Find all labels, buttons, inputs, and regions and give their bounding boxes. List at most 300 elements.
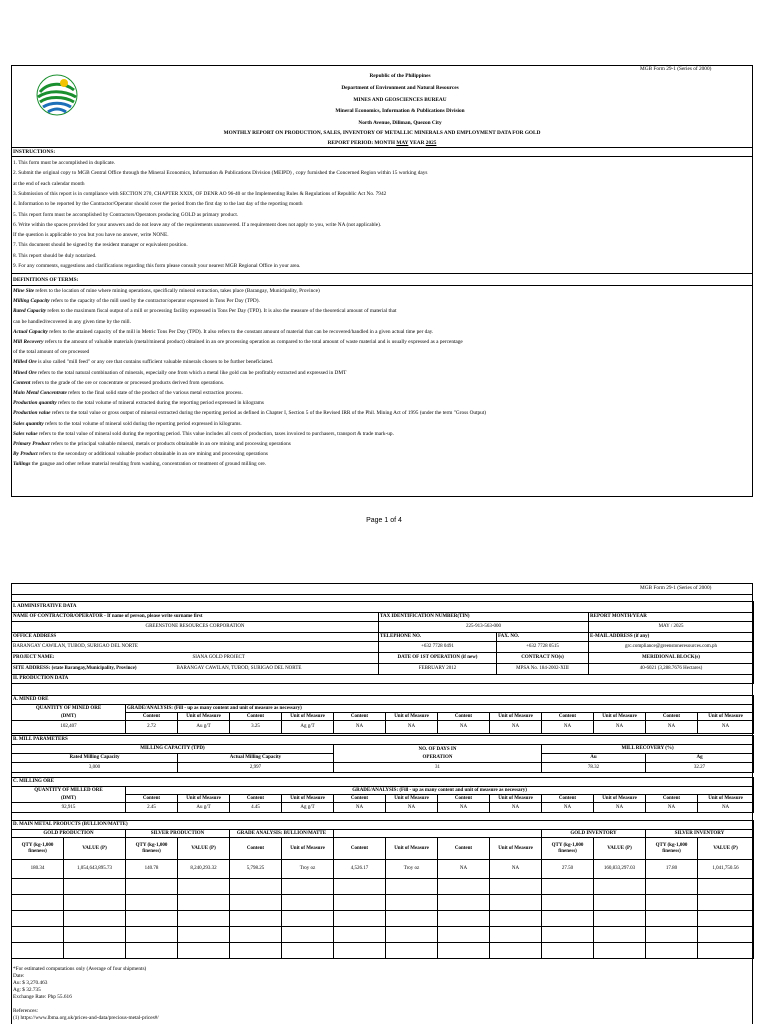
definition-term: Main Metal Concentrate [13, 390, 67, 396]
unit-of-measure-header: Unit of Measure [490, 838, 542, 860]
definition-term: Milling Capacity [13, 298, 50, 305]
blank-cell [490, 943, 542, 959]
site-value: BARANGAY CAWILAN, TUBOD, SURIGAO DEL NORTE [176, 666, 302, 672]
milled-ore-cell: NA [490, 803, 542, 813]
definition-text: refers to the total volume of mineral sold during the reporting period expressed in kilograms. [43, 420, 242, 427]
blank-cell [542, 879, 594, 895]
blank-cell [12, 879, 64, 895]
fax-label: FAX. NO. [497, 633, 589, 642]
content-header: Content [438, 838, 490, 860]
definition-line [13, 340, 463, 345]
definition-term: Sales value [13, 430, 38, 437]
main-metal-products-table [11, 820, 754, 959]
definition-term: Rated Capacity [13, 308, 47, 315]
definition-term: Production quantity [13, 400, 57, 407]
unit-of-measure-header: Unit of Measure [386, 713, 438, 721]
blank-cell [230, 911, 282, 927]
milled-ore-cell: 92,915 [12, 803, 126, 813]
division-heading: Mineral Economics, Information & Publications Division [335, 108, 465, 114]
blank-cell [178, 879, 230, 895]
site-row [12, 664, 379, 675]
definition-term: Content [13, 379, 31, 386]
blank-cell [594, 879, 646, 895]
mill-recovery-label: MILL RECOVERY (%) [542, 745, 754, 754]
mined-ore-cell: NA [542, 721, 594, 734]
blank-cell [490, 911, 542, 927]
silver-qty-header: QTY (kg-1,000 fineness) [126, 838, 178, 860]
content-header: Content [334, 795, 386, 803]
mined-ore-cell: 3.25 [230, 721, 282, 734]
office-address-label: OFFICE ADDRESS [12, 633, 379, 642]
meridional-value: 40-6021 (3,288.7676 Hectares) [589, 664, 754, 675]
unit-of-measure-header: Unit of Measure [282, 795, 334, 803]
definition-term: Actual Capacity [13, 328, 48, 335]
definition-text: refers to the final solid state of the product of the various metal extraction process. [66, 390, 243, 396]
product-cell: 180.34 [12, 860, 64, 879]
mined-ore-cell: NA [698, 721, 754, 734]
milled-ore-cell: NA [438, 803, 490, 813]
office-address-value: BARANGAY CAWILAN, TUBOD, SURIGAO DEL NORTE [12, 642, 379, 653]
blank-cell [542, 943, 594, 959]
blank-cell [698, 879, 754, 895]
content-header: Content [334, 713, 386, 721]
product-cell: NA [438, 860, 490, 879]
definition-text: refers to the maximum fiscal output of a mill or processing facility expressed in Tons Per Day (TPD). It is also the measure of the theoretical amount of material that [46, 308, 397, 315]
instruction-line: 2. Submit the original copy to MGB Central Office through the Mineral Economics, Information & Publications Division (MEIPD) , copy furnished the Concerned Region within 15 working days [13, 170, 428, 177]
mined-ore-cell: NA [386, 721, 438, 734]
blank-cell [490, 879, 542, 895]
unit-of-measure-header: Unit of Measure [490, 713, 542, 721]
production-section-title: II. PRODUCTION DATA [12, 675, 754, 684]
republic-heading: Republic of the Philippines [369, 73, 431, 79]
milling-capacity-label: MILLING CAPACITY (TPD) [12, 745, 334, 754]
definition-line [13, 350, 89, 355]
telephone-value: +632 7728 0491 [379, 642, 497, 653]
period-year-label: YEAR [409, 140, 425, 146]
project-label: PROJECT NAME: [13, 655, 55, 661]
mined-ore-title: A. MINED ORE [12, 696, 754, 705]
administrative-data-table [11, 601, 754, 684]
silver-inventory-qty-header: QTY (kg-1,000 fineness) [646, 838, 698, 860]
blank-cell [64, 943, 126, 959]
product-cell: 1,054,643,895.73 [64, 860, 126, 879]
blank-cell [230, 927, 282, 943]
definition-term: Tailings [13, 461, 31, 468]
definition-line [13, 309, 396, 314]
product-cell: 27.50 [542, 860, 594, 879]
rated-capacity-label: Rated Milling Capacity [12, 754, 178, 763]
report-title: MONTHLY REPORT ON PRODUCTION, SALES, INVENTORY OF METALLIC MINERALS AND EMPLOYMENT DATA FOR GOLD [223, 130, 541, 136]
definition-line [13, 371, 346, 376]
definition-text: is also called "mill feed" or any ore that contains sufficient valuable minerals chosen to be further beneficiated. [36, 359, 274, 366]
blank-cell [490, 927, 542, 943]
blank-cell [282, 911, 334, 927]
blank-cell [594, 911, 646, 927]
content-header: Content [126, 713, 178, 721]
mined-ore-cell: NA [334, 721, 386, 734]
blank-cell [438, 943, 490, 959]
period-month: MAY [396, 140, 409, 146]
instructions-divider [11, 156, 753, 157]
recovery-au-label: Au [542, 754, 646, 763]
page1-form-code: MGB Form 29-1 (Series of 2000) [640, 66, 712, 72]
blank-cell [386, 943, 438, 959]
footnote-line: (1) https://www.lbma.org.uk/prices-and-data/precious-metal-prices#/ [13, 1015, 159, 1021]
instructions-title: INSTRUCTIONS: [13, 149, 56, 155]
content-header: Content [438, 713, 490, 721]
blank-cell [386, 927, 438, 943]
mill-parameters-table [11, 735, 754, 773]
blank-row [12, 911, 754, 927]
footnote-line: Au: $ 3,270.463 [13, 980, 48, 986]
instruction-line: 1. This form must be accomplished in duplicate. [13, 160, 116, 166]
definition-term: Milled Ore [13, 359, 37, 366]
definition-text: refers to the total natural combination of minerals, especially one from which a metal like gold can be profitably extracted and expressed in DMT [36, 369, 347, 376]
blank-cell [386, 911, 438, 927]
product-cell: 8,240,293.32 [178, 860, 230, 879]
definition-line [13, 462, 266, 467]
recovery-ag-label: Ag [646, 754, 754, 763]
definition-line [13, 320, 131, 325]
content-header: Content [438, 795, 490, 803]
actual-capacity-value: 2,997 [178, 763, 334, 773]
gold-qty-header: QTY (kg-1,000 fineness) [12, 838, 64, 860]
contract-label: CONTRACT NO(s) [497, 653, 589, 664]
report-month-value: MAY / 2025 [589, 622, 754, 633]
product-cell: NA [490, 860, 542, 879]
definition-text: can be handled/recovered in any given time by the mill. [13, 318, 131, 325]
mined-ore-cell: 102,407 [12, 721, 126, 734]
actual-capacity-label: Actual Milling Capacity [178, 754, 334, 763]
blank-cell [698, 911, 754, 927]
email-label: E-MAIL ADDRESS (if any) [589, 633, 754, 642]
blank-cell [230, 943, 282, 959]
definition-text: refers to the amount of valuable materials (metal/mineral product) obtained in an ore processing operation as compared to the total amount of waste material and is usually expressed as a percentage [43, 339, 463, 345]
blank-cell [646, 927, 698, 943]
mined-dmt-label: (DMT) [12, 713, 126, 721]
gold-inventory-qty-header: QTY (kg-1,000 fineness) [542, 838, 594, 860]
blank-row [12, 895, 754, 911]
first-operation-label: DATE OF 1ST OPERATION (if new) [379, 653, 497, 664]
unit-of-measure-header: Unit of Measure [178, 713, 230, 721]
definition-text: refers to the total volume of mineral extracted during the reporting period expressed in kilograms [56, 400, 264, 407]
mined-ore-cell: Au g/T [178, 721, 230, 734]
gold-inventory-value-header: VALUE (P) [594, 838, 646, 860]
denr-logo-icon [34, 72, 80, 118]
definition-term: Primary Product [13, 441, 50, 447]
grade-bullion-label: GRADE ANALYSIS: BULLION/MATTE [230, 830, 334, 838]
period-prefix: REPORT PERIOD: MONTH [327, 140, 396, 146]
operation-label: OPERATION [334, 754, 542, 763]
email-value: grc.compliance@greenstoneresources.com.ph [589, 642, 754, 653]
page2-top-line [11, 594, 753, 595]
content-header: Content [646, 795, 698, 803]
unit-of-measure-header: Unit of Measure [386, 838, 438, 860]
mined-ore-cell: NA [490, 721, 542, 734]
mined-ore-table [11, 695, 754, 734]
blank-cell [12, 911, 64, 927]
product-cell: 5,798.25 [230, 860, 282, 879]
footnote-line: Ag: $ 32.735 [13, 987, 41, 993]
unit-of-measure-header: Unit of Measure [594, 713, 646, 721]
mined-ore-cell: NA [594, 721, 646, 734]
blank-cell [282, 943, 334, 959]
blank-cell [334, 943, 386, 959]
blank-cell [594, 895, 646, 911]
blank-cell [438, 895, 490, 911]
report-month-label: REPORT MONTH/YEAR [589, 613, 754, 622]
blank-cell [282, 879, 334, 895]
content-header: Content [230, 838, 282, 860]
definitions-divider [11, 285, 753, 286]
blank-row [12, 879, 754, 895]
blank-cell [64, 879, 126, 895]
instruction-line: 3. Submission of this report is in compliance with SECTION 270, CHAPTER XXIX, OF DENR AO 96-40 or the Implementing Rules & Regulations of Republic Act No. 7942 [13, 190, 387, 197]
blank-cell [12, 927, 64, 943]
mined-ore-cell: NA [438, 721, 490, 734]
blank-cell [334, 911, 386, 927]
blank-cell [64, 895, 126, 911]
mined-ore-cell: 2.72 [126, 721, 178, 734]
blank-cell [64, 927, 126, 943]
gold-inventory-label: GOLD INVENTORY [542, 830, 646, 838]
recovery-au-value: 78.32 [542, 763, 646, 773]
milled-ore-cell: NA [334, 803, 386, 813]
definition-text: the gangue and other refuse material resulting from washing, concentration or treatment of ground milling ore. [30, 461, 267, 468]
blank-cell [646, 895, 698, 911]
content-header: Content [542, 795, 594, 803]
site-label: SITE ADDRESS: (state Barangay,Municipality, Province) [13, 666, 137, 672]
period-year: 2025 [425, 140, 437, 146]
definition-line [13, 432, 394, 437]
unit-of-measure-header: Unit of Measure [282, 713, 334, 721]
blank-cell [12, 943, 64, 959]
blank-cell [282, 927, 334, 943]
definition-line [13, 360, 273, 365]
product-cell: Troy oz [386, 860, 438, 879]
product-cell: 17.80 [646, 860, 698, 879]
days-label: NO. OF DAYS IN [334, 745, 542, 754]
blank-cell [178, 911, 230, 927]
content-header: Content [230, 713, 282, 721]
blank-cell [126, 911, 178, 927]
product-cell: 160,833,297.03 [594, 860, 646, 879]
blank-cell [178, 927, 230, 943]
blank-cell [126, 943, 178, 959]
unit-of-measure-header: Unit of Measure [282, 838, 334, 860]
blank-cell [438, 927, 490, 943]
blank-cell [64, 911, 126, 927]
definition-line [13, 422, 242, 427]
unit-of-measure-header: Unit of Measure [490, 795, 542, 803]
blank-cell [490, 895, 542, 911]
definition-text: refers to the secondary or additional valuable product obtainable in an ore mining and processing operations [37, 451, 268, 458]
definition-line [13, 442, 291, 447]
unit-of-measure-header: Unit of Measure [386, 795, 438, 803]
project-row [12, 653, 379, 664]
first-operation-value: FEBRUARY 2012 [379, 664, 497, 675]
definition-text: refers to the total value of mineral sold during the reporting period. This value includes all costs of production, taxes invoiced to purchasers, transport & trade mark-up. [37, 430, 394, 437]
instruction-line: 7. This document should be signed by the resident manager or equivalent position. [13, 242, 188, 249]
blank-cell [594, 943, 646, 959]
definition-text: refers to the attained capacity of the mill in Metric Tons Per Day (TPD). It also refers to the constant amount of material that can be recovered/handled in a given actual time per day. [47, 328, 434, 335]
footnote-line: Exchange Rate: Php 55.616 [13, 994, 72, 1000]
gold-value-header: VALUE (P) [64, 838, 126, 860]
blank-cell [698, 927, 754, 943]
definition-text: refers to the total value or gross output of mineral extracted during the reporting period as defined in Chapter I, Section 5 of the Revised IRR of the Phil. Mining Act of 1995 (under the term "Gross Output) [50, 410, 487, 417]
main-metal-title: D. MAIN METAL PRODUCTS (BULLION/MATTE) [12, 821, 754, 830]
definitions-divider-top [11, 273, 753, 274]
blank-cell [12, 895, 64, 911]
telephone-label: TELEPHONE NO. [379, 633, 497, 642]
milled-ore-cell: Ag g/T [282, 803, 334, 813]
mined-ore-cell: NA [646, 721, 698, 734]
instruction-line: at the end of each calendar month [13, 180, 85, 187]
qty-milled-label: QUANTITY OF MILLED ORE [12, 787, 126, 795]
definition-term: Production value [13, 410, 51, 417]
footnote-line: Date: [13, 973, 25, 979]
product-cell: Troy oz [282, 860, 334, 879]
product-cell: 4,526.17 [334, 860, 386, 879]
blank-cell [282, 895, 334, 911]
unit-of-measure-header: Unit of Measure [594, 795, 646, 803]
blank-cell [334, 879, 386, 895]
grade-bullion-blank [334, 830, 542, 838]
definition-line [13, 411, 486, 416]
unit-of-measure-header: Unit of Measure [178, 795, 230, 803]
blank-cell [126, 879, 178, 895]
silver-inventory-label: SILVER INVENTORY [646, 830, 754, 838]
address-heading: North Avenue, Diliman, Quezon City [358, 120, 442, 126]
definition-line [13, 401, 264, 406]
blank-cell [334, 927, 386, 943]
operation-days-value: 31 [334, 763, 542, 773]
instruction-line: 6. Write within the spaces provided for your answers and do not leave any of the requirements unanswered. If a requirement does not apply to you, write NA (not applicable). [13, 221, 382, 228]
mined-ore-cell: Ag g/T [282, 721, 334, 734]
report-period [11, 141, 753, 146]
instruction-line: 9. For any comments, suggestions and clarifications regarding this form please consult your nearest MGB Regional Office in your area. [13, 263, 301, 269]
footnote-line: *For estimated computations only (Average of four shipments) [13, 966, 147, 972]
department-heading: Department of Environment and Natural Resources [341, 85, 459, 91]
definition-term: Mined Ore [13, 369, 37, 376]
definition-term: Sales quantity [13, 420, 44, 427]
milling-ore-table [11, 777, 754, 813]
project-value: SIANA GOLD PROJECT [192, 655, 245, 661]
milled-ore-cell: NA [698, 803, 754, 813]
blank-cell [386, 895, 438, 911]
milled-ore-cell: 2.45 [126, 803, 178, 813]
blank-cell [698, 943, 754, 959]
milled-ore-cell: NA [594, 803, 646, 813]
recovery-ag-value: 32.27 [646, 763, 754, 773]
gold-production-label: GOLD PRODUCTION [12, 830, 126, 838]
silver-production-label: SILVER PRODUCTION [126, 830, 230, 838]
fax-value: +632 7728 0515 [497, 642, 589, 653]
milled-ore-cell: Au g/T [178, 803, 230, 813]
rated-capacity-value: 3,000 [12, 763, 178, 773]
tin-label: TAX IDENTIFICATION NUMBER(TIN) [379, 613, 589, 622]
silver-value-header: VALUE (P) [178, 838, 230, 860]
definition-line [13, 452, 268, 457]
blank-cell [230, 879, 282, 895]
admin-section-title: I. ADMINISTRATIVE DATA [12, 602, 754, 613]
definition-text: refers to the grade of the ore or concentrate or processed products derived from operations. [30, 379, 225, 386]
milling-ore-title: C. MILLING ORE [12, 778, 754, 787]
instruction-line: 4. Information to be reported by the Contractor/Operator should cover the period from the first day to the last day of the reporting month [13, 201, 303, 208]
blank-cell [542, 927, 594, 943]
definition-line [13, 299, 260, 304]
content-header: Content [646, 713, 698, 721]
blank-cell [178, 895, 230, 911]
definition-text: refers to the location of mine where mining operations, specifically mineral extraction, takes place (Barangay, Municipality, Province) [34, 288, 320, 294]
bureau-heading: MINES AND GEOSCIENCES BUREAU [353, 97, 447, 103]
definition-text: refers to the principal valuable mineral, metals or products obtainable in an ore mining and processing operations [49, 441, 291, 447]
milled-ore-cell: 4.45 [230, 803, 282, 813]
content-header: Content [334, 838, 386, 860]
mined-grade-label: GRADE/ANALYSIS: (Fill - up as many content and unit of measure as necessary) [126, 705, 754, 713]
contract-value: MPSA No. 184-2002-XIII [497, 664, 589, 675]
meridional-label: MERIDIONAL BLOCK(s) [589, 653, 754, 664]
instruction-line: 8. This report should be duly notarized. [13, 252, 97, 259]
blank-cell [126, 895, 178, 911]
product-cell: 1,041,750.56 [698, 860, 754, 879]
milled-ore-cell: NA [542, 803, 594, 813]
qty-mined-label: QUANTITY OF MINED ORE [12, 705, 126, 713]
page2-form-code: MGB Form 29-1 (Series of 2000) [640, 585, 712, 591]
definition-line [13, 330, 433, 335]
blank-cell [438, 911, 490, 927]
milled-dmt-label: (DMT) [12, 795, 126, 803]
definition-term: Mill Recovery [13, 339, 44, 345]
definitions-title: DEFINITIONS OF TERMS: [13, 277, 79, 283]
milled-grade-label: GRADE/ANALYSIS: (Fill - up as many content and unit of measure as necessary) [126, 787, 754, 795]
blank-cell [542, 895, 594, 911]
definition-term: Mine Site [13, 288, 35, 294]
mill-parameters-title: B. MILL PARAMETERS [12, 736, 754, 745]
contractor-value: GREENSTONE RESOURCES CORPORATION [12, 622, 379, 633]
instruction-line: 5. This report form must be accomplished by Contractors/Operators producing GOLD as primary product. [13, 211, 239, 218]
definition-text: of the total amount of ore processed [13, 349, 90, 356]
tin-value: 225-913-563-000 [379, 622, 589, 633]
blank-row [12, 927, 754, 943]
blank-cell [334, 895, 386, 911]
contractor-label: NAME OF CONTRACTOR/OPERATOR - If name of person, please write surname first [12, 613, 379, 622]
silver-inventory-value-header: VALUE (P) [698, 838, 754, 860]
page-label: Page 1 of 4 [366, 517, 402, 524]
instruction-line: If the question is applicable to you but you have no answer, write NONE. [13, 232, 169, 239]
blank-cell [698, 895, 754, 911]
blank-cell [230, 895, 282, 911]
blank-cell [386, 879, 438, 895]
milled-ore-cell: NA [646, 803, 698, 813]
definition-line [13, 289, 320, 294]
blank-cell [594, 927, 646, 943]
content-header: Content [230, 795, 282, 803]
unit-of-measure-header: Unit of Measure [698, 795, 754, 803]
blank-cell [646, 911, 698, 927]
blank-row [12, 943, 754, 959]
blank-cell [178, 943, 230, 959]
content-header: Content [126, 795, 178, 803]
content-header: Content [542, 713, 594, 721]
blank-cell [438, 879, 490, 895]
definition-line [13, 381, 224, 386]
product-cell: 140.78 [126, 860, 178, 879]
definition-term: By Product [13, 451, 38, 458]
definition-text: refers to the capacity of the mill used by the contractor/operator expressed in Tons Per Day (TPD). [49, 298, 260, 305]
instructions-divider-top [11, 147, 753, 148]
definition-line [13, 391, 243, 396]
